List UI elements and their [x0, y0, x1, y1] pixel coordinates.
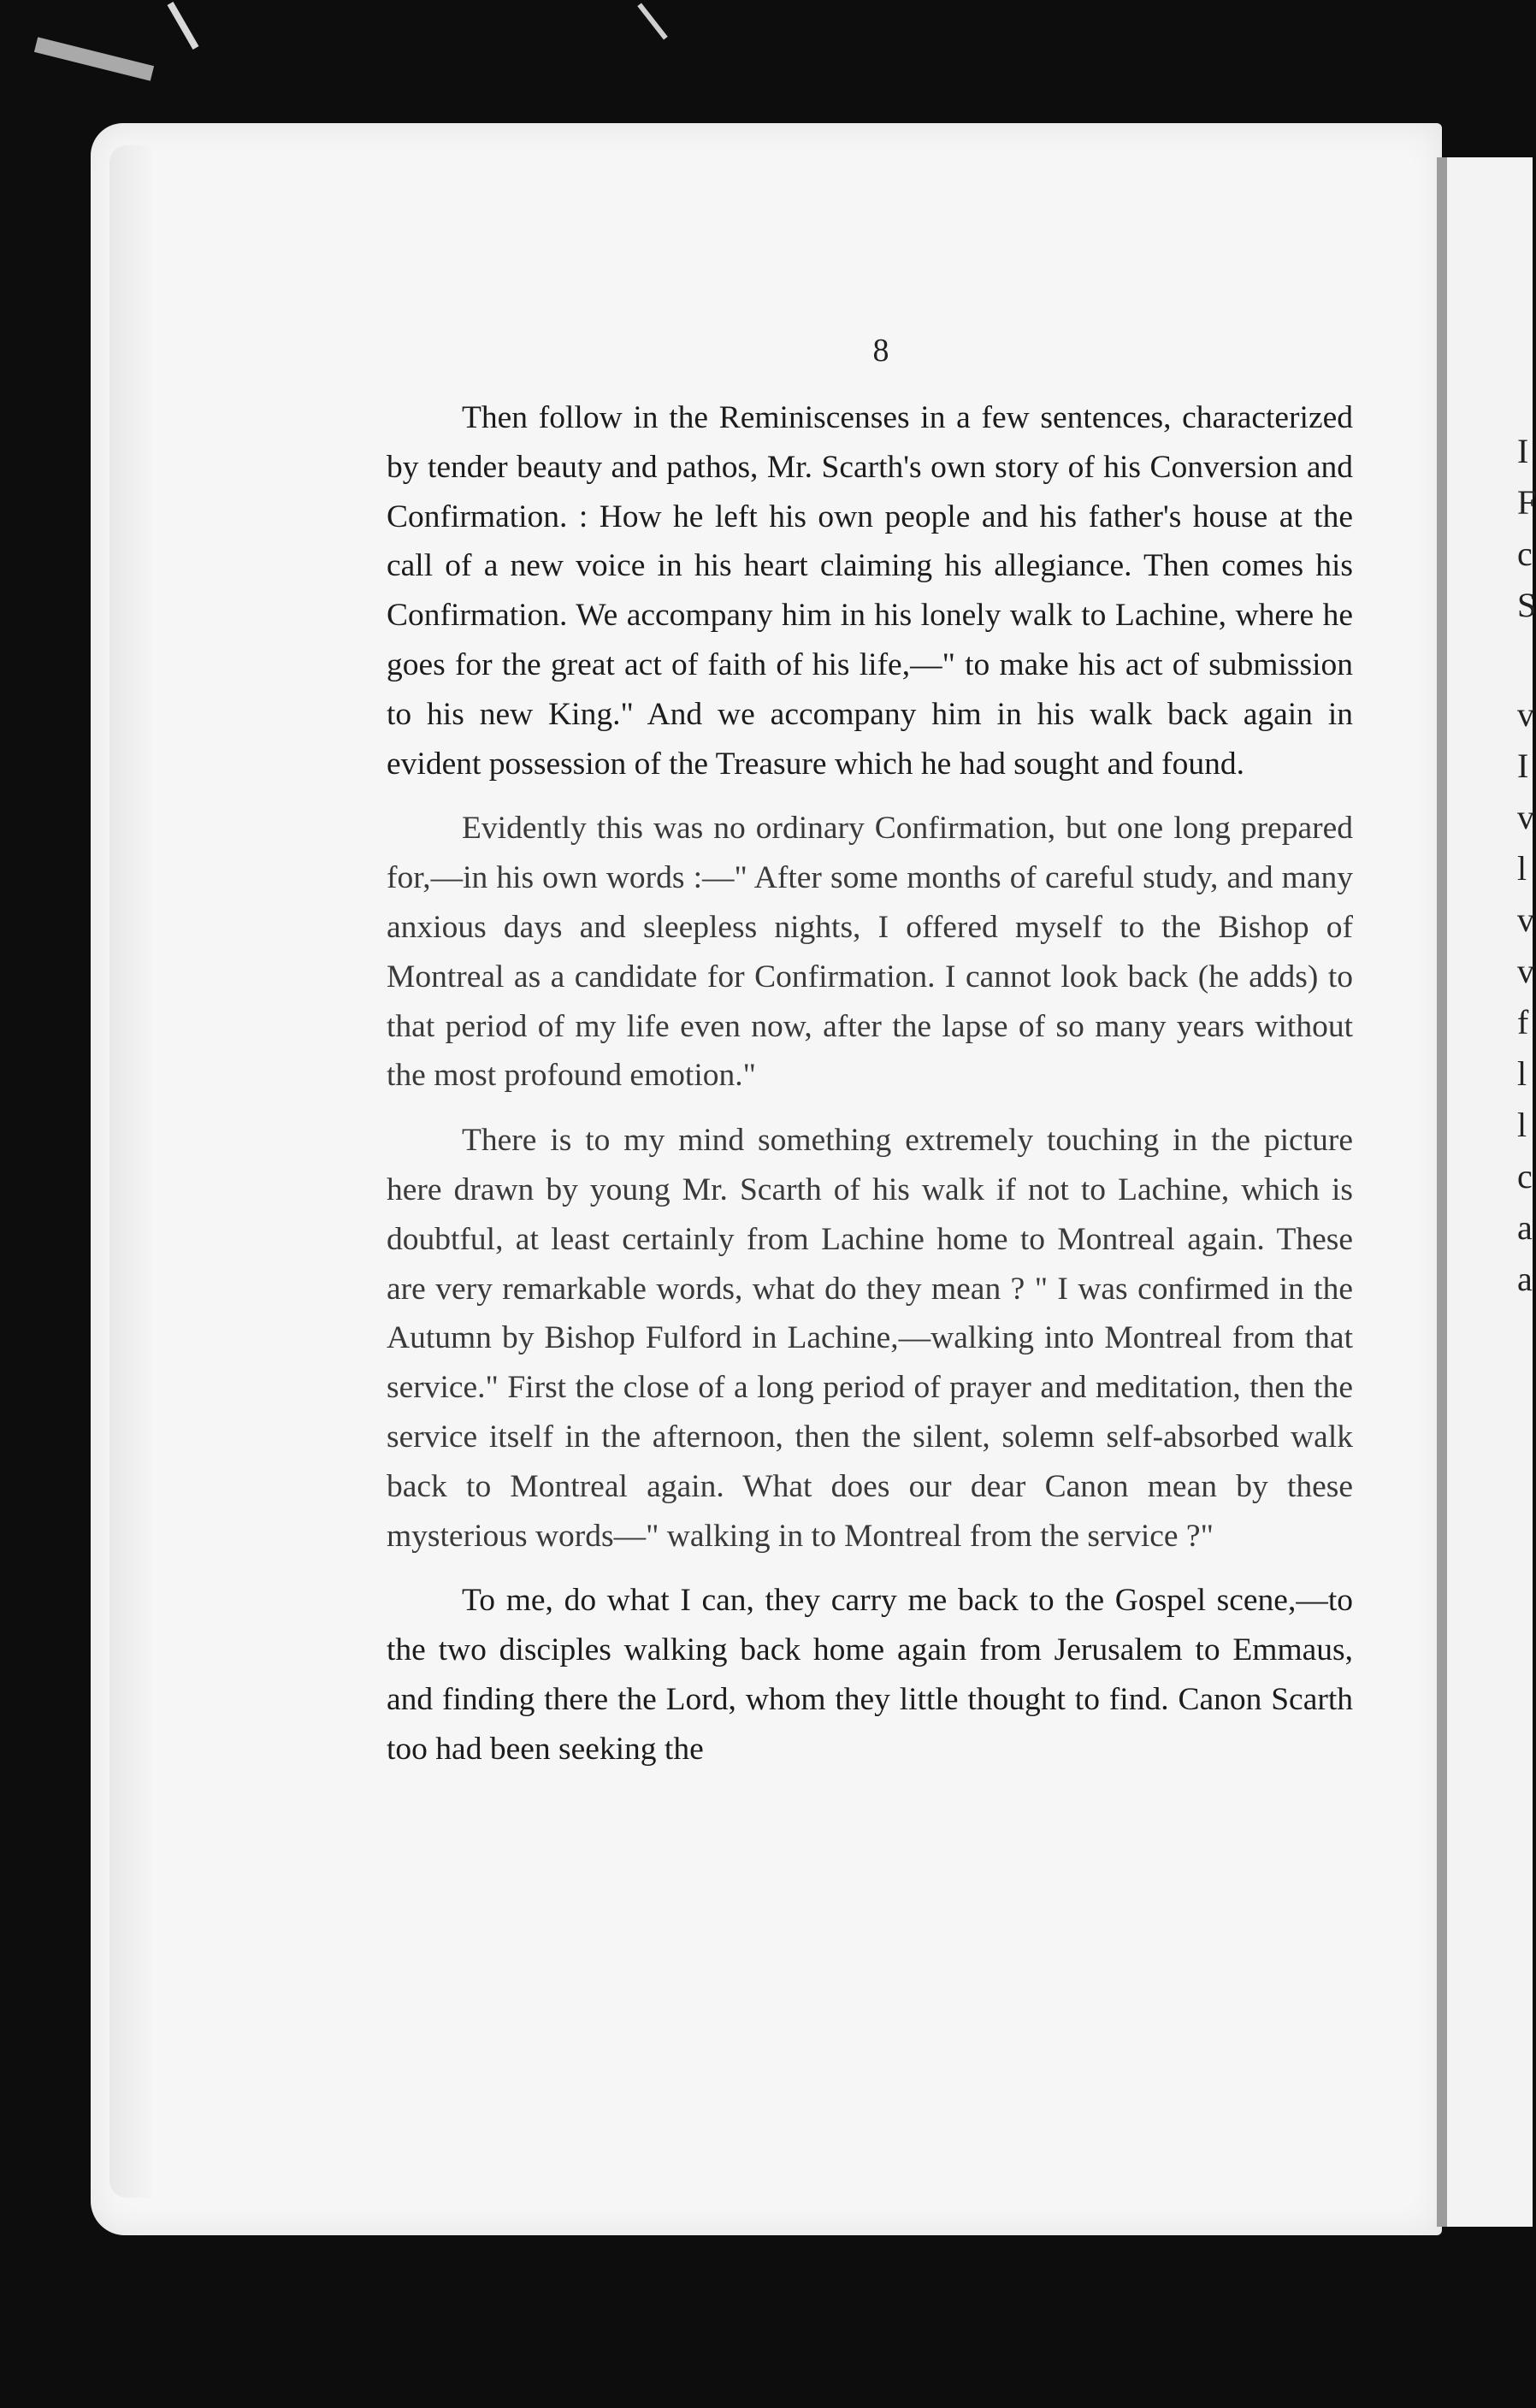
paragraph: Evidently this was no ordinary Confirmation, but one long prepared for,—in his own words :—" After some months of careful study, and many anxious days and sleepless nights, I offered myself to the Bishop of Montreal as a candidate for Confirmation. I cannot look back (he adds) to that period of my life even now, after the lapse of so many years without the most profound emotion." [387, 811, 1353, 1094]
paragraph: There is to my mind something extremely touching in the picture here drawn by young Mr. Scarth of his walk if not to Lachine, which is doubtful, at least certainly from Lachine home to Montreal again. These are very remarkable words, what do they mean ? " I was confirmed in the Autumn by Bishop Fulford in Lachine,—walking into Montreal from that service." First the close of a long period of prayer and meditation, then the service itself in the afternoon, then the silent, solemn self-absorbed walk back to Montreal again. What does our dear Canon mean by these mysterious words—" walking in to Montreal from the service ?" [387, 1123, 1353, 1554]
facing-page-letter: v [1517, 952, 1534, 990]
page-edge [109, 145, 152, 2198]
scan-edge-mark [34, 37, 154, 80]
facing-page-letter: I [1517, 432, 1529, 470]
facing-page-letter: a [1517, 1208, 1533, 1247]
scan-edge-mark [168, 2, 199, 50]
facing-page-letter: v [1517, 798, 1534, 836]
scan-edge-mark [637, 3, 668, 39]
paragraph: Then follow in the Reminiscenses in a few sentences, characterized by tender beauty and pathos, Mr. Scarth's own story of his Conversion and Confirmation. : How he left his own people and his father's house at the call of a new voice in his heart claiming his allegiance. Then comes his Confirmation. We accompany him in his lonely walk to Lachine, where he goes for the great act of faith of his life,—" to make his act of submission to his new King." And we accompany him in his walk back again in evident possession of the Treasure which he had sought and found. [387, 400, 1353, 782]
facing-page [1447, 157, 1536, 2227]
facing-page-letter: a [1517, 1260, 1533, 1298]
facing-page-letter: v [1517, 695, 1534, 734]
paragraph: To me, do what I can, they carry me back to the Gospel scene,—to the two disciples walking back home again from Jerusalem to Emmaus, and finding there the Lord, whom they little thought to find. Canon Scarth too had been seeking the [387, 1583, 1353, 1767]
facing-page-letter: F [1517, 483, 1536, 522]
facing-page-letter: S [1517, 586, 1536, 624]
facing-page-letter: v [1517, 900, 1534, 939]
book-gutter [1437, 157, 1447, 2227]
facing-page-letter: f [1517, 1003, 1529, 1042]
facing-page-letter: c [1517, 1157, 1533, 1195]
page-number: 8 [872, 333, 889, 369]
facing-page-letter: c [1517, 534, 1533, 573]
body-text [387, 393, 1353, 1790]
facing-page-letter: l [1517, 849, 1527, 888]
facing-page-letter: I [1517, 747, 1529, 785]
facing-page-letter: l [1517, 1106, 1527, 1144]
facing-page-letter: l [1517, 1054, 1527, 1093]
